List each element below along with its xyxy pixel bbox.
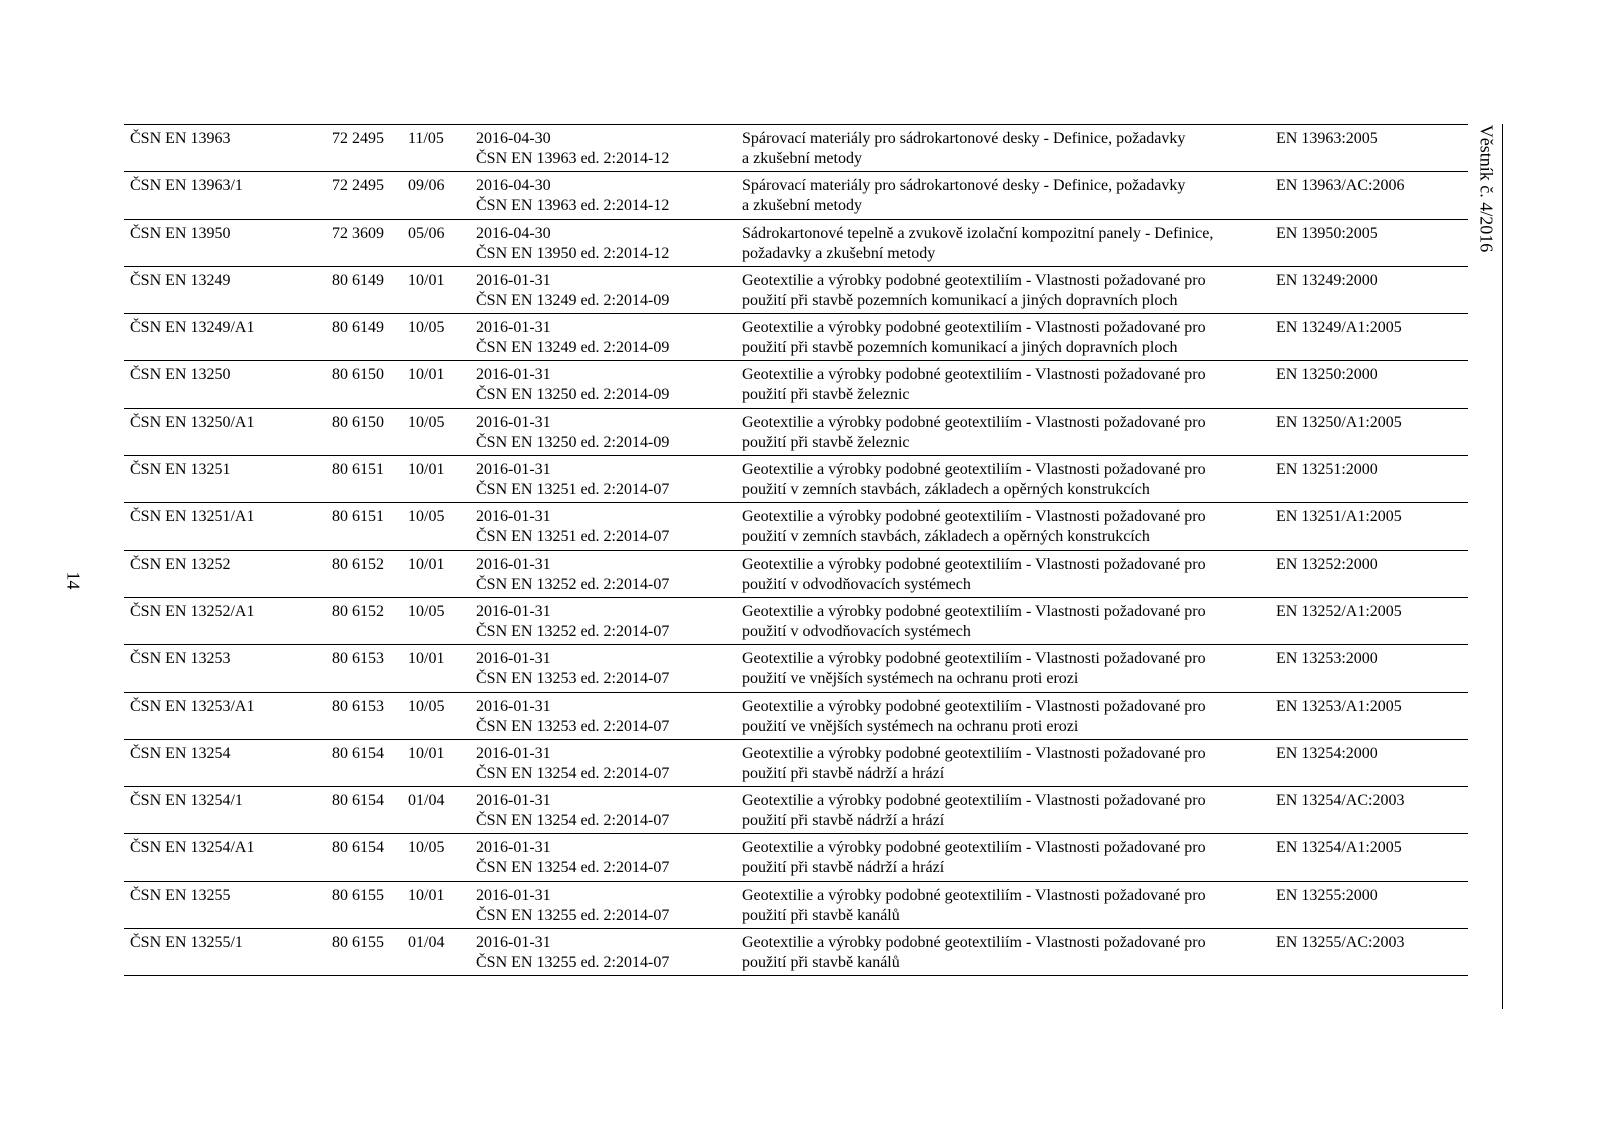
classification-code — [332, 176, 384, 196]
standard-title-title-2: použití ve vnějších systémech na ochranu proti erozi — [742, 670, 1079, 688]
withdrawal-info-replaced-by: ČSN EN 13254 ed. 2:2014-07 — [476, 859, 670, 877]
classification-code-class: 72 3609 — [332, 224, 384, 242]
standard-id — [130, 649, 230, 669]
en-reference-en: EN 13963/AC:2006 — [1276, 177, 1405, 195]
issue-date-issue: 10/05 — [408, 697, 445, 715]
classification-code-class: 80 6152 — [332, 602, 384, 620]
withdrawal-info-replaced-by: ČSN EN 13963 ed. 2:2014-12 — [476, 150, 670, 167]
standard-title-title-1: Spárovací materiály pro sádrokartonové desky - Definice, požadavky — [742, 177, 1186, 195]
standard-id-id: ČSN EN 13253/A1 — [130, 697, 255, 715]
issue-date-issue: 01/04 — [408, 934, 445, 952]
standard-title — [742, 555, 1206, 595]
en-reference-en: EN 13249/A1:2005 — [1276, 319, 1402, 337]
withdrawal-info — [476, 318, 669, 358]
withdrawal-info — [476, 224, 669, 264]
withdrawal-info-date: 2016-01-31 — [476, 839, 551, 857]
table-row — [124, 551, 1468, 598]
standard-title-title-2: použití při stavbě kanálů — [742, 954, 900, 972]
standard-title-title-2: použití v odvodňovacích systémech — [742, 622, 971, 640]
table-row — [124, 409, 1468, 456]
en-reference-en: EN 13252:2000 — [1276, 555, 1378, 573]
classification-code-class: 80 6153 — [332, 650, 384, 668]
issue-date — [408, 933, 444, 953]
classification-code-class: 72 2495 — [332, 177, 384, 195]
withdrawal-info-date: 2016-04-30 — [476, 130, 551, 147]
en-reference-en: EN 13253/A1:2005 — [1276, 697, 1402, 715]
issue-date — [408, 697, 444, 717]
standard-id — [130, 886, 230, 906]
standard-title — [742, 129, 1185, 169]
withdrawal-info — [476, 413, 669, 453]
withdrawal-info — [476, 697, 669, 737]
standard-id-id: ČSN EN 13963/1 — [130, 177, 243, 195]
classification-code-class: 80 6149 — [332, 319, 384, 337]
classification-code — [332, 744, 384, 764]
issue-date-issue: 05/06 — [408, 224, 445, 242]
classification-code-class: 80 6149 — [332, 271, 384, 289]
en-reference — [1276, 744, 1378, 764]
issue-date-issue: 10/01 — [408, 271, 445, 289]
issue-date-issue: 10/05 — [408, 319, 445, 337]
issue-date-issue: 10/01 — [408, 555, 445, 573]
classification-code — [332, 413, 384, 433]
withdrawal-info-replaced-by: ČSN EN 13255 ed. 2:2014-07 — [476, 906, 670, 924]
standard-id-id: ČSN EN 13252/A1 — [130, 602, 255, 620]
issue-date-issue: 10/05 — [408, 602, 445, 620]
standard-id — [130, 129, 230, 149]
issue-date — [408, 507, 444, 527]
standard-id-id: ČSN EN 13255/1 — [130, 934, 243, 952]
withdrawal-info-date: 2016-01-31 — [476, 934, 551, 952]
classification-code — [332, 271, 384, 291]
withdrawal-info — [476, 176, 669, 216]
classification-code-class: 80 6150 — [332, 366, 384, 384]
withdrawal-info-replaced-by: ČSN EN 13250 ed. 2:2014-09 — [476, 386, 670, 404]
classification-code-class: 80 6155 — [332, 886, 384, 904]
issue-date-issue: 10/05 — [408, 839, 445, 857]
withdrawal-info — [476, 838, 669, 878]
standard-id — [130, 602, 254, 622]
standard-id — [130, 365, 230, 385]
classification-code-class: 80 6154 — [332, 839, 384, 857]
en-reference — [1276, 838, 1402, 858]
standard-title-title-1: Geotextilie a výrobky podobné geotextiliím - Vlastnosti požadované pro — [742, 602, 1206, 620]
en-reference-en: EN 13255:2000 — [1276, 886, 1378, 904]
right-vertical-rule — [1502, 124, 1503, 1009]
standard-title-title-2: použití při stavbě kanálů — [742, 906, 900, 924]
standard-title-title-1: Geotextilie a výrobky podobné geotextiliím - Vlastnosti požadované pro — [742, 413, 1206, 431]
standard-id-id: ČSN EN 13251 — [130, 461, 231, 479]
withdrawal-info — [476, 933, 669, 973]
classification-code-class: 80 6152 — [332, 555, 384, 573]
en-reference-en: EN 13254/A1:2005 — [1276, 839, 1402, 857]
issue-date — [408, 555, 444, 575]
standard-title-title-1: Geotextilie a výrobky podobné geotextiliím - Vlastnosti požadované pro — [742, 839, 1206, 857]
standard-id — [130, 697, 254, 717]
standard-id-id: ČSN EN 13250 — [130, 366, 231, 384]
journal-title: Věstník č. 4/2016 — [1476, 124, 1497, 253]
withdrawal-info-replaced-by: ČSN EN 13253 ed. 2:2014-07 — [476, 717, 670, 735]
en-reference-en: EN 13950:2005 — [1276, 224, 1378, 242]
issue-date-issue: 10/05 — [408, 413, 445, 431]
standard-title-title-1: Geotextilie a výrobky podobné geotextiliím - Vlastnosti požadované pro — [742, 744, 1206, 762]
standard-title-title-1: Geotextilie a výrobky podobné geotextiliím - Vlastnosti požadované pro — [742, 366, 1206, 384]
classification-code-class: 80 6154 — [332, 744, 384, 762]
en-reference-en: EN 13251/A1:2005 — [1276, 508, 1402, 526]
table-row — [124, 882, 1468, 929]
issue-date — [408, 602, 444, 622]
standard-title-title-1: Geotextilie a výrobky podobné geotextiliím - Vlastnosti požadované pro — [742, 319, 1206, 337]
standard-id-id: ČSN EN 13254/1 — [130, 792, 243, 810]
standard-title-title-2: použití při stavbě pozemních komunikací a jiných dopravních ploch — [742, 291, 1178, 309]
standard-id-id: ČSN EN 13249/A1 — [130, 319, 255, 337]
withdrawal-info-replaced-by: ČSN EN 13249 ed. 2:2014-09 — [476, 339, 670, 357]
standard-title-title-2: použití při stavbě železnic — [742, 386, 910, 404]
standard-title-title-2: použití při stavbě nádrží a hrází — [742, 764, 945, 782]
standard-title-title-2: použití při stavbě nádrží a hrází — [742, 859, 945, 877]
table-row — [124, 456, 1468, 503]
standard-id — [130, 933, 243, 953]
standard-id-id: ČSN EN 13255 — [130, 886, 231, 904]
standard-title-title-1: Geotextilie a výrobky podobné geotextiliím - Vlastnosti požadované pro — [742, 508, 1206, 526]
standard-id-id: ČSN EN 13963 — [130, 130, 231, 147]
standard-title-title-2: použití v odvodňovacích systémech — [742, 575, 971, 593]
standard-id — [130, 224, 230, 244]
en-reference — [1276, 413, 1402, 433]
issue-date — [408, 413, 444, 433]
standard-title-title-2: použití v zemních stavbách, základech a opěrných konstrukcích — [742, 528, 1150, 546]
issue-date-issue: 09/06 — [408, 177, 445, 195]
standard-title — [742, 744, 1206, 784]
en-reference — [1276, 129, 1378, 149]
standard-id — [130, 791, 243, 811]
standard-id-id: ČSN EN 13950 — [130, 224, 231, 242]
standard-id — [130, 460, 230, 480]
issue-date — [408, 460, 444, 480]
standard-title-title-2: požadavky a zkušební metody — [742, 244, 936, 262]
withdrawal-info-date: 2016-01-31 — [476, 792, 551, 810]
en-reference — [1276, 933, 1404, 953]
issue-date — [408, 886, 444, 906]
standard-title-title-1: Sádrokartonové tepelně a zvukově izolační kompozitní panely - Definice, — [742, 224, 1214, 242]
withdrawal-info-replaced-by: ČSN EN 13255 ed. 2:2014-07 — [476, 954, 670, 972]
en-reference-en: EN 13254:2000 — [1276, 744, 1378, 762]
classification-code — [332, 318, 384, 338]
standard-id — [130, 555, 230, 575]
classification-code-class: 80 6151 — [332, 508, 384, 526]
classification-code — [332, 460, 384, 480]
standard-title — [742, 791, 1206, 831]
classification-code — [332, 791, 384, 811]
standard-id-id: ČSN EN 13249 — [130, 271, 231, 289]
withdrawal-info-date: 2016-01-31 — [476, 555, 551, 573]
standard-title — [742, 224, 1213, 264]
en-reference — [1276, 886, 1378, 906]
issue-date — [408, 271, 444, 291]
withdrawal-info-date: 2016-01-31 — [476, 366, 551, 384]
en-reference — [1276, 507, 1402, 527]
standard-title-title-1: Geotextilie a výrobky podobné geotextiliím - Vlastnosti požadované pro — [742, 271, 1206, 289]
standard-title — [742, 886, 1206, 926]
issue-date-issue: 10/01 — [408, 461, 445, 479]
standard-id — [130, 318, 254, 338]
withdrawal-info-date: 2016-01-31 — [476, 319, 551, 337]
en-reference — [1276, 649, 1378, 669]
withdrawal-info — [476, 886, 669, 926]
issue-date — [408, 129, 444, 149]
en-reference — [1276, 602, 1402, 622]
en-reference-en: EN 13254/AC:2003 — [1276, 792, 1405, 810]
withdrawal-info — [476, 791, 669, 831]
standards-table — [124, 124, 1468, 976]
standard-title-title-1: Spárovací materiály pro sádrokartonové desky - Definice, požadavky — [742, 130, 1186, 147]
withdrawal-info-date: 2016-01-31 — [476, 886, 551, 904]
classification-code-class: 72 2495 — [332, 130, 384, 147]
standard-id-id: ČSN EN 13254 — [130, 744, 231, 762]
withdrawal-info-date: 2016-01-31 — [476, 602, 551, 620]
page-number: 14 — [63, 571, 84, 590]
withdrawal-info — [476, 129, 669, 169]
issue-date — [408, 649, 444, 669]
standard-title — [742, 176, 1185, 216]
standard-id-id: ČSN EN 13253 — [130, 650, 231, 668]
standard-title-title-2: použití při stavbě nádrží a hrází — [742, 812, 945, 830]
classification-code — [332, 224, 384, 244]
issue-date — [408, 791, 444, 811]
standard-id — [130, 507, 254, 527]
issue-date-issue: 10/01 — [408, 744, 445, 762]
issue-date-issue: 11/05 — [408, 130, 444, 147]
standard-id — [130, 413, 254, 433]
en-reference — [1276, 555, 1378, 575]
standard-title-title-1: Geotextilie a výrobky podobné geotextiliím - Vlastnosti požadované pro — [742, 650, 1206, 668]
en-reference-en: EN 13251:2000 — [1276, 461, 1378, 479]
table-row — [124, 125, 1468, 172]
standard-title-title-2: použití ve vnějších systémech na ochranu proti erozi — [742, 717, 1079, 735]
table-row — [124, 598, 1468, 645]
withdrawal-info — [476, 602, 669, 642]
issue-date — [408, 176, 444, 196]
withdrawal-info — [476, 271, 669, 311]
standard-title-title-1: Geotextilie a výrobky podobné geotextiliím - Vlastnosti požadované pro — [742, 697, 1206, 715]
withdrawal-info-replaced-by: ČSN EN 13251 ed. 2:2014-07 — [476, 481, 670, 499]
standard-title-title-2: a zkušební metody — [742, 197, 862, 215]
standard-id-id: ČSN EN 13254/A1 — [130, 839, 255, 857]
standard-title-title-1: Geotextilie a výrobky podobné geotextiliím - Vlastnosti požadované pro — [742, 461, 1206, 479]
standard-id — [130, 271, 230, 291]
issue-date — [408, 318, 444, 338]
withdrawal-info — [476, 507, 669, 547]
standard-id-id: ČSN EN 13251/A1 — [130, 508, 255, 526]
standard-title-title-1: Geotextilie a výrobky podobné geotextiliím - Vlastnosti požadované pro — [742, 792, 1206, 810]
en-reference — [1276, 791, 1404, 811]
classification-code-class: 80 6155 — [332, 934, 384, 952]
classification-code — [332, 602, 384, 622]
standard-title — [742, 838, 1206, 878]
standard-id — [130, 838, 254, 858]
table-row — [124, 645, 1468, 692]
table-row — [124, 787, 1468, 834]
withdrawal-info-replaced-by: ČSN EN 13254 ed. 2:2014-07 — [476, 764, 670, 782]
standard-id-id: ČSN EN 13250/A1 — [130, 413, 255, 431]
withdrawal-info — [476, 460, 669, 500]
classification-code — [332, 649, 384, 669]
issue-date — [408, 365, 444, 385]
classification-code-class: 80 6150 — [332, 413, 384, 431]
withdrawal-info-date: 2016-01-31 — [476, 271, 551, 289]
table-row — [124, 929, 1468, 976]
standard-title-title-1: Geotextilie a výrobky podobné geotextiliím - Vlastnosti požadované pro — [742, 886, 1206, 904]
standard-id-id: ČSN EN 13252 — [130, 555, 231, 573]
withdrawal-info-replaced-by: ČSN EN 13963 ed. 2:2014-12 — [476, 197, 670, 215]
standard-title-title-2: použití při stavbě pozemních komunikací a jiných dopravních ploch — [742, 339, 1178, 357]
withdrawal-info-replaced-by: ČSN EN 13250 ed. 2:2014-09 — [476, 433, 670, 451]
withdrawal-info-replaced-by: ČSN EN 13249 ed. 2:2014-09 — [476, 291, 670, 309]
en-reference-en: EN 13250:2000 — [1276, 366, 1378, 384]
en-reference — [1276, 697, 1402, 717]
classification-code — [332, 507, 384, 527]
withdrawal-info-replaced-by: ČSN EN 13252 ed. 2:2014-07 — [476, 575, 670, 593]
withdrawal-info-date: 2016-01-31 — [476, 744, 551, 762]
en-reference — [1276, 271, 1378, 291]
standard-title — [742, 413, 1206, 453]
classification-code-class: 80 6153 — [332, 697, 384, 715]
en-reference — [1276, 318, 1402, 338]
withdrawal-info-date: 2016-01-31 — [476, 461, 551, 479]
en-reference-en: EN 13250/A1:2005 — [1276, 413, 1402, 431]
issue-date-issue: 10/01 — [408, 366, 445, 384]
en-reference-en: EN 13252/A1:2005 — [1276, 602, 1402, 620]
issue-date — [408, 838, 444, 858]
classification-code — [332, 365, 384, 385]
standard-id — [130, 176, 243, 196]
en-reference-en: EN 13963:2005 — [1276, 130, 1378, 147]
en-reference — [1276, 224, 1378, 244]
classification-code-class: 80 6154 — [332, 792, 384, 810]
en-reference-en: EN 13253:2000 — [1276, 650, 1378, 668]
en-reference-en: EN 13249:2000 — [1276, 271, 1378, 289]
withdrawal-info — [476, 744, 669, 784]
issue-date — [408, 224, 444, 244]
standard-title — [742, 649, 1206, 689]
withdrawal-info-date: 2016-01-31 — [476, 413, 551, 431]
table-row — [124, 503, 1468, 550]
en-reference — [1276, 460, 1378, 480]
withdrawal-info — [476, 649, 669, 689]
en-reference — [1276, 365, 1378, 385]
table-row — [124, 220, 1468, 267]
withdrawal-info-date: 2016-01-31 — [476, 697, 551, 715]
withdrawal-info-replaced-by: ČSN EN 13254 ed. 2:2014-07 — [476, 812, 670, 830]
withdrawal-info — [476, 365, 669, 405]
withdrawal-info-date: 2016-04-30 — [476, 177, 551, 195]
withdrawal-info-date: 2016-01-31 — [476, 650, 551, 668]
standard-id — [130, 744, 230, 764]
issue-date — [408, 744, 444, 764]
classification-code — [332, 886, 384, 906]
table-row — [124, 693, 1468, 740]
issue-date-issue: 01/04 — [408, 792, 445, 810]
classification-code — [332, 838, 384, 858]
standard-title-title-1: Geotextilie a výrobky podobné geotextiliím - Vlastnosti požadované pro — [742, 555, 1206, 573]
standard-title — [742, 507, 1206, 547]
en-reference-en: EN 13255/AC:2003 — [1276, 934, 1405, 952]
standard-title-title-1: Geotextilie a výrobky podobné geotextiliím - Vlastnosti požadované pro — [742, 934, 1206, 952]
issue-date-issue: 10/05 — [408, 508, 445, 526]
table-row — [124, 314, 1468, 361]
standard-title — [742, 271, 1206, 311]
standard-title — [742, 602, 1206, 642]
standard-title-title-2: a zkušební metody — [742, 150, 862, 167]
classification-code — [332, 555, 384, 575]
classification-code — [332, 933, 384, 953]
classification-code-class: 80 6151 — [332, 461, 384, 479]
standard-title — [742, 933, 1206, 973]
classification-code — [332, 129, 384, 149]
withdrawal-info-replaced-by: ČSN EN 13950 ed. 2:2014-12 — [476, 244, 670, 262]
standard-title — [742, 318, 1206, 358]
table-row — [124, 172, 1468, 219]
table-row — [124, 361, 1468, 408]
withdrawal-info-replaced-by: ČSN EN 13251 ed. 2:2014-07 — [476, 528, 670, 546]
issue-date-issue: 10/01 — [408, 650, 445, 668]
withdrawal-info — [476, 555, 669, 595]
standard-title — [742, 365, 1206, 405]
withdrawal-info-replaced-by: ČSN EN 13252 ed. 2:2014-07 — [476, 622, 670, 640]
issue-date-issue: 10/01 — [408, 886, 445, 904]
classification-code — [332, 697, 384, 717]
withdrawal-info-date: 2016-04-30 — [476, 224, 551, 242]
table-row — [124, 740, 1468, 787]
withdrawal-info-replaced-by: ČSN EN 13253 ed. 2:2014-07 — [476, 670, 670, 688]
withdrawal-info-date: 2016-01-31 — [476, 508, 551, 526]
standard-title — [742, 460, 1206, 500]
en-reference — [1276, 176, 1404, 196]
standard-title — [742, 697, 1206, 737]
table-row — [124, 834, 1468, 881]
table-row — [124, 267, 1468, 314]
standard-title-title-2: použití při stavbě železnic — [742, 433, 910, 451]
standard-title-title-2: použití v zemních stavbách, základech a opěrných konstrukcích — [742, 481, 1150, 499]
